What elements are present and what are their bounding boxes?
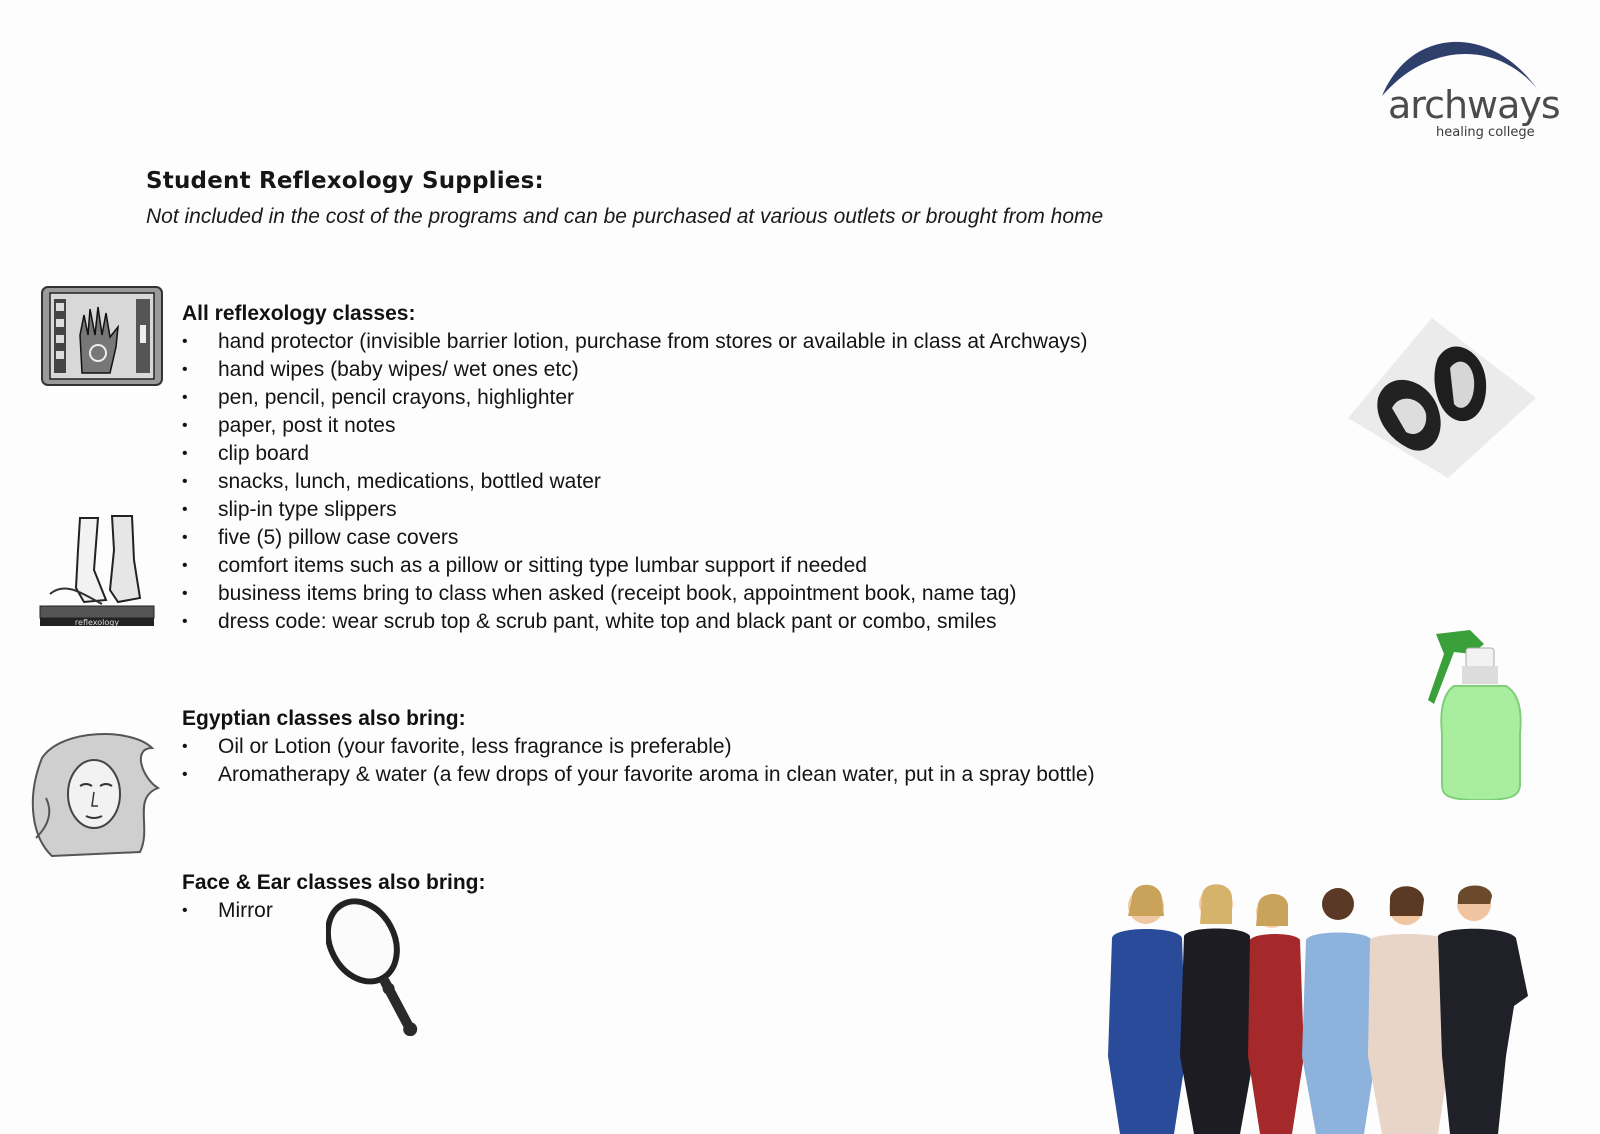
list-item: • comfort items such as a pillow or sitting type lumbar support if needed	[182, 552, 1088, 580]
section-egyptian-classes	[182, 705, 1095, 789]
list-item: • clip board	[182, 440, 1088, 468]
list-item: • slip-in type slippers	[182, 496, 1088, 524]
scrubs-staff-photo	[1104, 876, 1534, 1134]
page-title: Student Reflexology Supplies:	[146, 168, 544, 194]
section-heading: Egyptian classes also bring:	[182, 707, 466, 730]
page-subtitle: Not included in the cost of the programs and can be purchased at various outlets or brought from home	[146, 205, 1104, 228]
section-all-classes	[182, 300, 1088, 636]
list-item: • paper, post it notes	[182, 412, 1088, 440]
hand-mirror-icon	[326, 886, 450, 1036]
feet-caption: reflexology	[74, 618, 120, 627]
list-item: • Aromatherapy & water (a few drops of your favorite aroma in clean water, put in a spray bottle)	[182, 761, 1095, 789]
list-item: • Mirror	[182, 897, 485, 925]
list-item: • Oil or Lotion (your favorite, less fragrance is preferable)	[182, 733, 1095, 761]
logo-wordmark: archways	[1388, 83, 1560, 127]
spray-bottle-icon	[1424, 624, 1524, 800]
list-item: • business items bring to class when asked (receipt book, appointment book, name tag)	[182, 580, 1088, 608]
section-heading: Face & Ear classes also bring:	[182, 871, 486, 894]
list-item: • pen, pencil, pencil crayons, highlighter	[182, 384, 1088, 412]
archways-logo	[1370, 34, 1570, 146]
list-item: • dress code: wear scrub top & scrub pant, white top and black pant or combo, smiles	[182, 608, 1088, 636]
feet-sketch-icon	[36, 510, 158, 628]
list-item: • hand wipes (baby wipes/ wet ones etc)	[182, 356, 1088, 384]
list-item: • snacks, lunch, medications, bottled water	[182, 468, 1088, 496]
list-item: • five (5) pillow case covers	[182, 524, 1088, 552]
section-heading: All reflexology classes:	[182, 302, 416, 325]
palm-tile-icon	[40, 285, 164, 387]
logo-tagline: healing college	[1436, 125, 1535, 140]
supply-list	[182, 328, 1088, 636]
slippers-icon	[1348, 318, 1536, 478]
venus-face-icon	[22, 728, 160, 860]
list-item: • hand protector (invisible barrier lotion, purchase from stores or available in class at Archways)	[182, 328, 1088, 356]
supply-list	[182, 733, 1095, 789]
